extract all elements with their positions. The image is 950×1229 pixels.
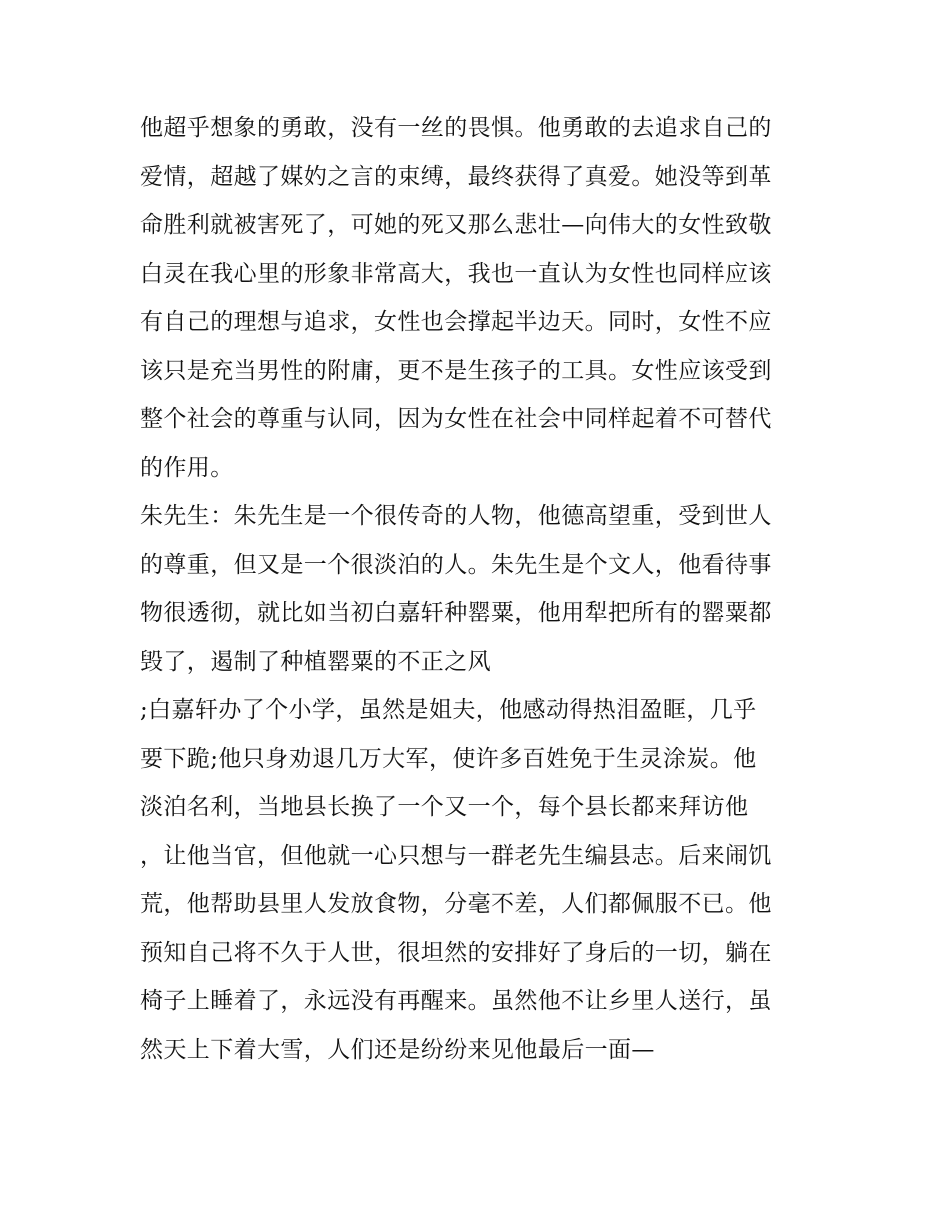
text-line: 有自己的理想与追求，女性也会撑起半边天。同时，女性不应 [140, 309, 772, 335]
text-line: 物很透彻，就比如当初白嘉轩种罂粟，他用犁把所有的罂粟都 [140, 600, 772, 626]
text-line: 荒，他帮助县里人发放食物，分毫不差，人们都佩服不已。他 [140, 891, 772, 917]
text-line: 整个社会的尊重与认同，因为女性在社会中同样起着不可替代 [140, 406, 772, 432]
text-line: ，让他当官，但他就一心只想与一群老先生编县志。后来闹饥 [140, 842, 772, 869]
text-line: 该只是充当男性的附庸，更不是生孩子的工具。女性应该受到 [140, 357, 772, 384]
text-line: 的作用。 [140, 454, 234, 481]
text-line: 毁了，遏制了种植罂粟的不正之风 [140, 648, 491, 675]
text-line: 白灵在我心里的形象非常高大，我也一直认为女性也同样应该 [140, 260, 772, 287]
text-line: 朱先生：朱先生是一个很传奇的人物，他德高望重，受到世人 [140, 503, 772, 529]
text-line: 的尊重，但又是一个很淡泊的人。朱先生是个文人，他看待事 [140, 551, 772, 578]
text-line: 预知自己将不久于人世，很坦然的安排好了身后的一切，躺在 [140, 939, 772, 966]
text-line: 淡泊名利，当地县长换了一个又一个，每个县长都来拜访他 [140, 794, 749, 820]
text-line: 椅子上睡着了，永远没有再醒来。虽然他不让乡里人送行，虽 [140, 988, 772, 1014]
text-line: ;白嘉轩办了个小学，虽然是姐夫，他感动得热泪盈眶，几乎 [140, 697, 757, 723]
text-line: 他超乎想象的勇敢，没有一丝的畏惧。他勇敢的去追求自己的 [140, 115, 772, 141]
body-text [140, 104, 830, 1074]
text-line: 要下跪;他只身劝退几万大军，使许多百姓免于生灵涂炭。他 [140, 745, 757, 772]
text-line: 然天上下着大雪，人们还是纷纷来见他最后一面— [140, 1036, 655, 1063]
text-line: 命胜利就被害死了，可她的死又那么悲壮—向伟大的女性致敬 [140, 212, 772, 238]
text-line: 爱情，超越了媒妁之言的束缚，最终获得了真爱。她没等到革 [140, 163, 772, 190]
